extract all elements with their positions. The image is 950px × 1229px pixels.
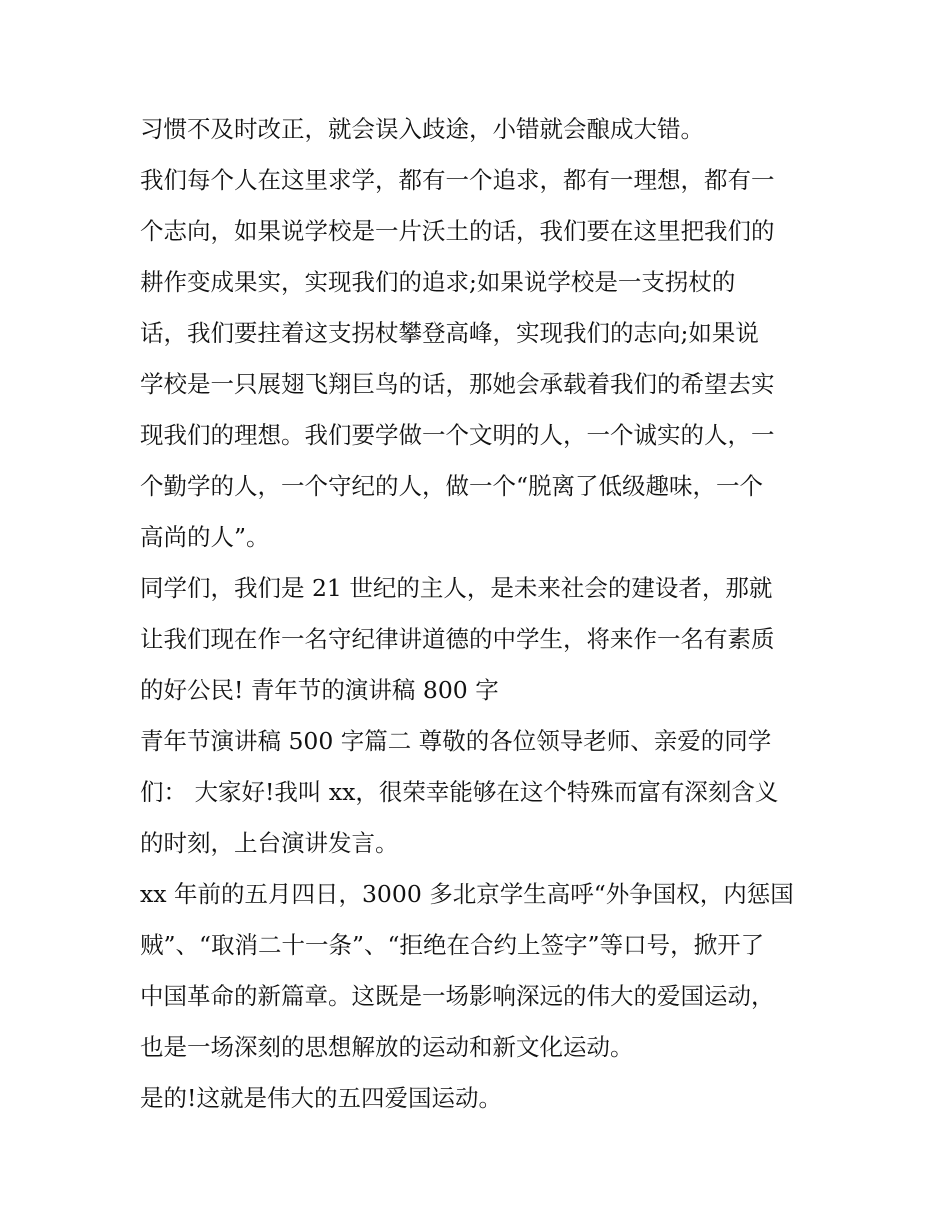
text-line: 我们每个人在这里求学，都有一个追求，都有一理想，都有一 xyxy=(140,166,775,194)
text-line: 学校是一只展翅飞翔巨鸟的话，那她会承载着我们的希望去实 xyxy=(140,370,775,398)
text-line: 同学们，我们是 21 世纪的主人，是未来社会的建设者，那就 xyxy=(140,574,773,602)
text-line: 个勤学的人，一个守纪的人，做一个“脱离了低级趣味，一个 xyxy=(140,472,764,500)
text-line: 贼”、“取消二十一条”、“拒绝在合约上签字”等口号，掀开了 xyxy=(140,931,765,959)
text-line: 的时刻，上台演讲发言。 xyxy=(140,829,399,857)
text-line: 高尚的人”。 xyxy=(140,523,270,551)
text-line: 青年节演讲稿 500 字篇二 尊敬的各位领导老师、亲爱的同学 xyxy=(140,727,772,755)
text-line: 耕作变成果实，实现我们的追求;如果说学校是一支拐杖的 xyxy=(140,268,736,296)
text-line: 中国革命的新篇章。这既是一场影响深远的伟大的爱国运动， xyxy=(140,982,775,1010)
text-line: 个志向，如果说学校是一片沃土的话，我们要在这里把我们的 xyxy=(140,217,775,245)
text-line: 也是一场深刻的思想解放的运动和新文化运动。 xyxy=(140,1033,634,1061)
text-line: 话，我们要拄着这支拐杖攀登高峰，实现我们的志向;如果说 xyxy=(140,319,759,347)
text-line: xx 年前的五月四日，3000 多北京学生高呼“外争国权，内惩国 xyxy=(140,880,794,908)
text-line: 是的!这就是伟大的五四爱国运动。 xyxy=(140,1084,502,1112)
text-line: 们： 大家好!我叫 xx，很荣幸能够在这个特殊而富有深刻含义 xyxy=(140,778,779,806)
document-body xyxy=(140,108,820,1128)
text-line: 的好公民! 青年节的演讲稿 800 字 xyxy=(140,676,499,704)
text-line: 习惯不及时改正，就会误入歧途，小错就会酿成大错。 xyxy=(140,115,704,143)
text-line: 现我们的理想。我们要学做一个文明的人，一个诚实的人，一 xyxy=(140,421,775,449)
text-line: 让我们现在作一名守纪律讲道德的中学生，将来作一名有素质 xyxy=(140,625,775,653)
